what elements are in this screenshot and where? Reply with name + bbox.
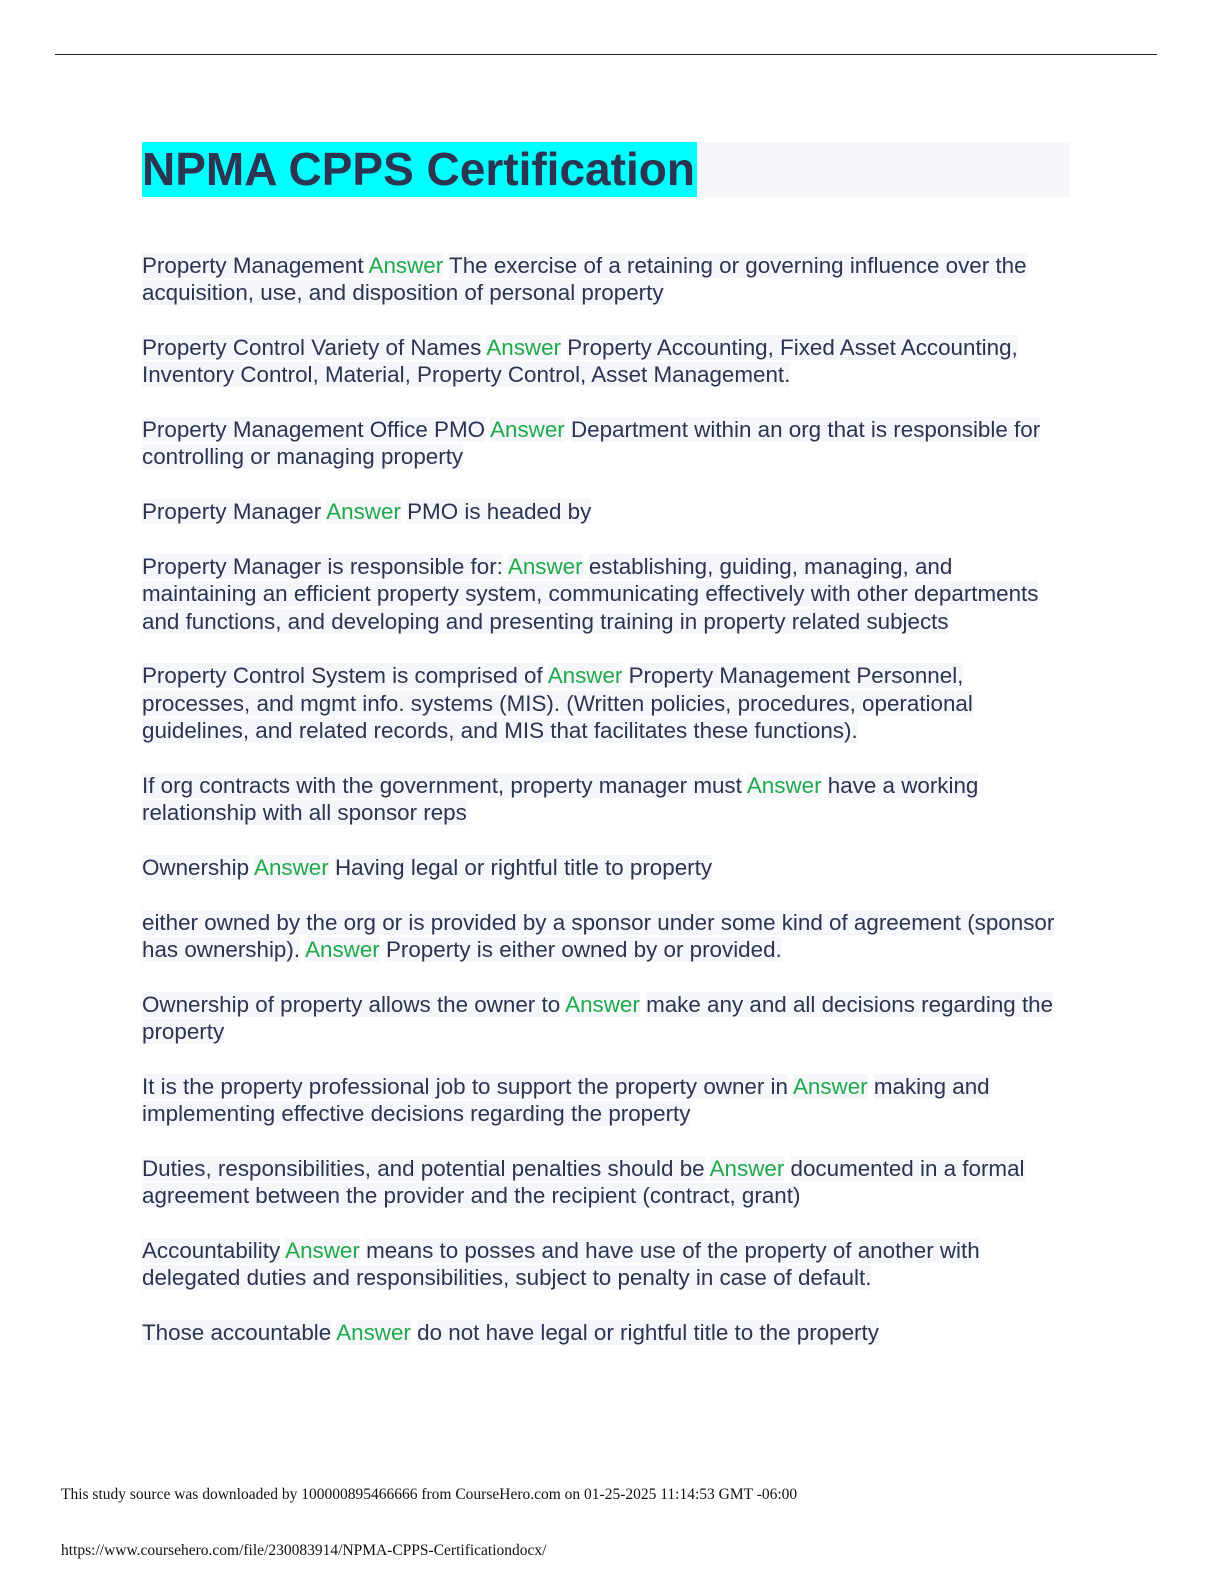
- answer-label: Answer: [746, 772, 822, 798]
- answer-label: Answer: [254, 854, 329, 880]
- question-text: Ownership: [142, 854, 250, 880]
- question-text: Duties, responsibilities, and potential penalties should be: [142, 1156, 705, 1182]
- question-text: Property Management: [142, 253, 364, 278]
- answer-label: Answer: [336, 1320, 411, 1346]
- qa-item: [142, 1319, 1072, 1346]
- qa-item: [142, 416, 1072, 471]
- answer-text: Property Management Personnel, processes, and mgmt info. systems (MIS). (Written policies, procedures, operational guidelines, and related records, and MIS that facilitates these functions).: [142, 663, 973, 744]
- question-text: Property Management Office PMO: [142, 417, 486, 443]
- answer-text: do not have legal or rightful title to the property: [417, 1320, 879, 1346]
- footer-source-note: This study source was downloaded by 100000895466666 from CourseHero.com on 01-25-2025 11:14:53 GMT -06:00: [61, 1486, 798, 1503]
- answer-label: Answer: [486, 335, 561, 361]
- answer-text: Having legal or rightful title to property: [334, 854, 713, 880]
- qa-item: [142, 252, 1072, 307]
- answer-text: Property is either owned by or provided.: [385, 937, 782, 963]
- qa-item: [142, 498, 1072, 525]
- answer-label: Answer: [709, 1156, 785, 1182]
- top-rule: [55, 54, 1157, 55]
- answer-text: Property Accounting, Fixed Asset Accounting, Inventory Control, Material, Property Control, Asset Management.: [142, 335, 1018, 388]
- qa-item: [142, 1155, 1072, 1210]
- answer-text: PMO is headed by: [407, 499, 592, 525]
- question-text: either owned by the org or is provided by a sponsor under some kind of agreement (sponsor has ownership).: [142, 909, 1055, 963]
- qa-list: [142, 252, 1072, 1374]
- answer-label: Answer: [305, 937, 380, 963]
- footer-url: https://www.coursehero.com/file/230083914/NPMA-CPPS-Certificationdocx/: [61, 1542, 547, 1559]
- question-text: Property Manager: [142, 499, 322, 525]
- question-text: Accountability: [142, 1238, 281, 1264]
- answer-label: Answer: [565, 991, 640, 1017]
- qa-item: [142, 909, 1072, 964]
- qa-item: [142, 553, 1072, 635]
- question-text: It is the property professional job to support the property owner in: [142, 1073, 788, 1099]
- answer-label: Answer: [285, 1238, 360, 1264]
- answer-label: Answer: [326, 499, 401, 525]
- question-text: Property Manager is responsible for:: [142, 554, 503, 580]
- answer-text: establishing, guiding, managing, and maintaining an efficient property system, communicating effectively with other departments and functions, and developing and presenting training in property related subjects: [142, 554, 1039, 634]
- answer-text: making and implementing effective decisions regarding the property: [142, 1073, 990, 1127]
- answer-label: Answer: [368, 253, 444, 278]
- question-text: Property Control Variety of Names: [142, 335, 482, 361]
- answer-label: Answer: [547, 663, 623, 689]
- page-title: NPMA CPPS Certification: [142, 143, 695, 195]
- question-text: Ownership of property allows the owner to: [142, 991, 561, 1017]
- qa-item: [142, 1237, 1072, 1292]
- qa-item: [142, 1073, 1072, 1128]
- question-text: Those accountable: [142, 1320, 332, 1346]
- qa-item: [142, 991, 1072, 1046]
- question-text: If org contracts with the government, property manager must: [142, 772, 742, 798]
- answer-text: means to posses and have use of the property of another with delegated duties and responsibilities, subject to penalty in case of default.: [142, 1238, 980, 1291]
- answer-text: Department within an org that is responsible for controlling or managing property: [142, 417, 1041, 470]
- answer-text: make any and all decisions regarding the property: [142, 991, 1054, 1045]
- qa-item: [142, 334, 1072, 389]
- answer-label: Answer: [507, 554, 583, 580]
- qa-item: [142, 854, 1072, 881]
- qa-item: [142, 662, 1072, 744]
- answer-label: Answer: [490, 417, 565, 443]
- answer-text: have a working relationship with all sponsor reps: [142, 772, 979, 826]
- answer-text: The exercise of a retaining or governing influence over the acquisition, use, and disposition of personal property: [142, 253, 1027, 306]
- qa-item: [142, 772, 1072, 827]
- answer-text: documented in a formal agreement between the provider and the recipient (contract, grant): [142, 1156, 1025, 1209]
- answer-label: Answer: [792, 1073, 868, 1099]
- question-text: Property Control System is comprised of: [142, 663, 543, 689]
